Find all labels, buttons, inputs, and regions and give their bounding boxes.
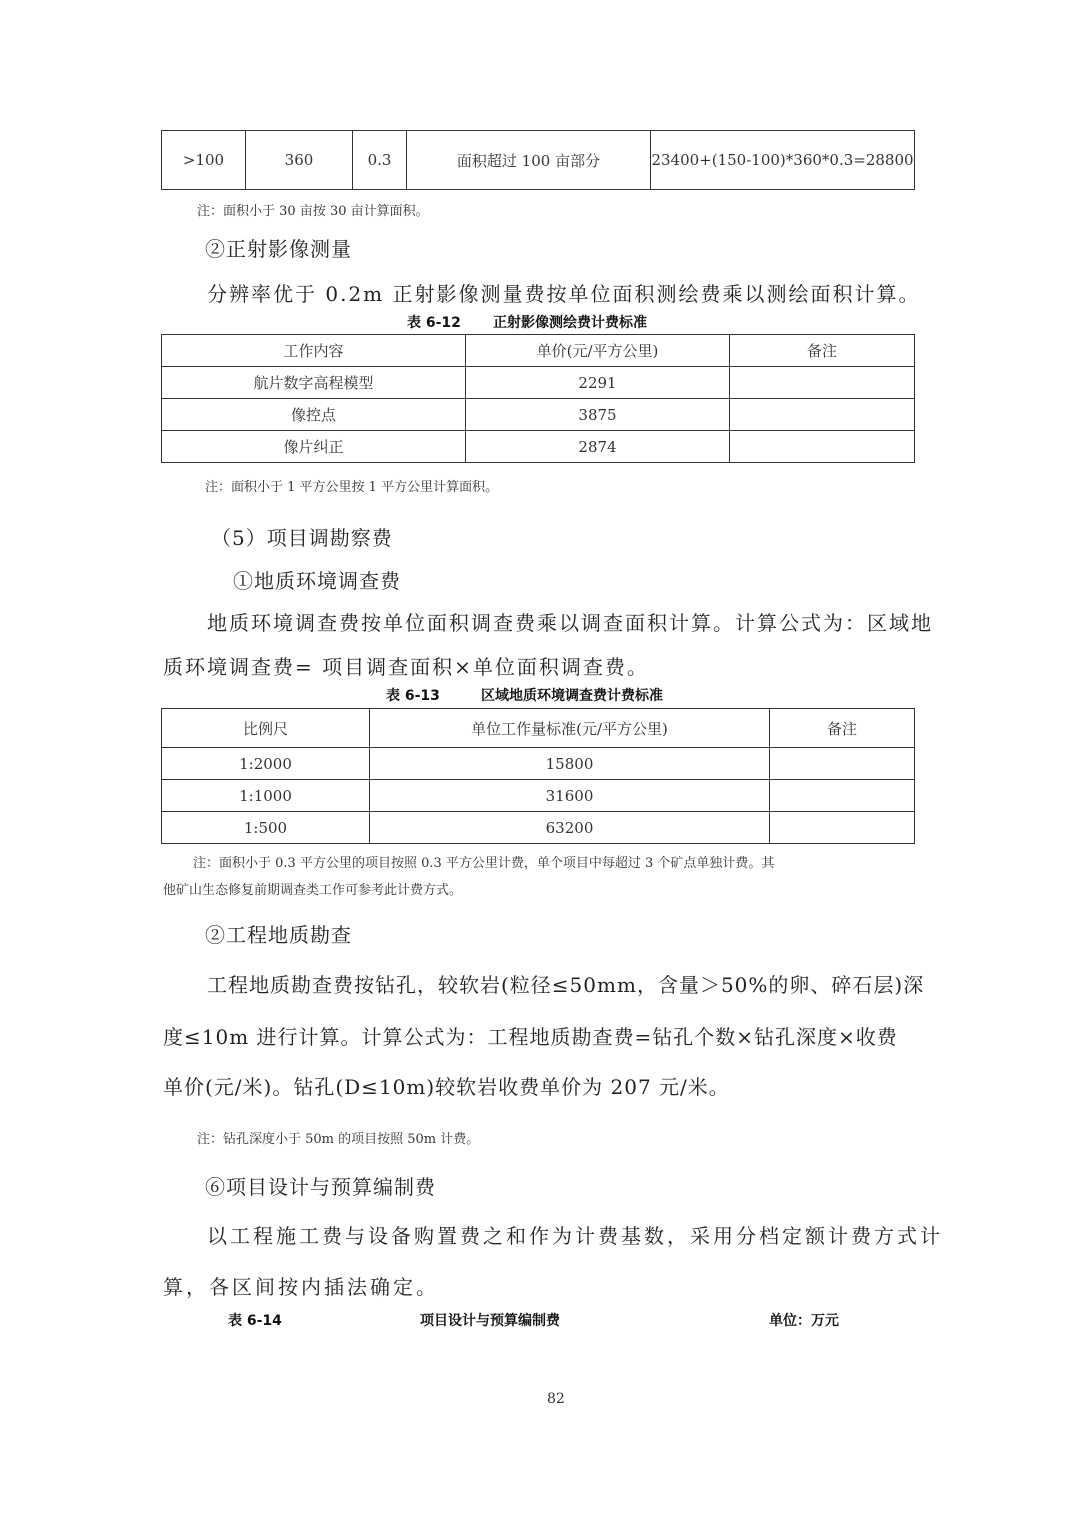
table-cell: 360 [246, 131, 353, 190]
table-row [162, 748, 915, 780]
table-row [162, 431, 915, 463]
paragraph-line: 单价(元/米)。钻孔(D≤10m)较软岩收费单价为 207 元/米。 [163, 1075, 730, 1099]
caption-title: 区域地质环境调查费计费标准 [481, 688, 663, 704]
table-row [162, 367, 915, 399]
table-cell: >100 [162, 131, 246, 190]
table-cell: 0.3 [353, 131, 407, 190]
table-6-12 [161, 334, 915, 463]
table-note-line: 注：面积小于 0.3 平方公里的项目按照 0.3 平方公里计费，单个项目中每超过 3 个矿点单独计费。其 [193, 856, 775, 871]
para-ortho: 分辨率优于 0.2m 正射影像测量费按单位面积测绘费乘以测绘面积计算。 [207, 282, 921, 306]
table-row [162, 812, 915, 844]
table-cell: 1:500 [162, 812, 370, 844]
table-row [162, 780, 915, 812]
section-heading: （5）项目调勘察费 [211, 526, 393, 550]
area-note: 注：面积小于 30 亩按 30 亩计算面积。 [197, 204, 429, 219]
table-cell: 31600 [370, 780, 770, 812]
table-cell: 面积超过 100 亩部分 [407, 131, 651, 190]
caption-number: 表 6-14 [228, 1313, 282, 1329]
caption-title: 正射影像测绘费计费标准 [493, 315, 647, 331]
column-header: 单位工作量标准(元/平方公里) [370, 709, 770, 748]
table-cell: 航片数字高程模型 [162, 367, 466, 399]
heading-geo: ②工程地质勘查 [205, 923, 352, 947]
table-note-line: 他矿山生态修复前期调查类工作可参考此计费方式。 [163, 883, 463, 898]
table-cell [730, 431, 915, 463]
column-header: 单价(元/平方公里) [466, 335, 730, 367]
paragraph-line: 地质环境调查费按单位面积调查费乘以调查面积计算。计算公式为：区域地 [207, 611, 933, 635]
table-6-13 [161, 708, 915, 844]
paragraph-line: 质环境调查费= 项目调查面积×单位面积调查费。 [163, 655, 649, 679]
table-cell: 2291 [466, 367, 730, 399]
table-cell: 像片纠正 [162, 431, 466, 463]
caption-number: 表 6-13 [386, 688, 440, 704]
table-cell [730, 367, 915, 399]
unit-label: 单位：万元 [769, 1313, 839, 1329]
table-cell: 3875 [466, 399, 730, 431]
caption-number: 表 6-12 [407, 315, 461, 331]
table-cell: 1:1000 [162, 780, 370, 812]
paragraph-line: 度≤10m 进行计算。计算公式为：工程地质勘查费=钻孔个数×钻孔深度×收费 [163, 1025, 898, 1049]
caption-title: 项目设计与预算编制费 [420, 1313, 560, 1329]
column-header: 备注 [730, 335, 915, 367]
table-cell: 15800 [370, 748, 770, 780]
paragraph-line: 算，各区间按内插法确定。 [163, 1275, 439, 1299]
geo-note: 注：钻孔深度小于 50m 的项目按照 50m 计费。 [197, 1132, 480, 1147]
table-header-row [162, 335, 915, 367]
paragraph-line: 以工程施工费与设备购置费之和作为计费基数，采用分档定额计费方式计 [207, 1224, 943, 1248]
table-header-row [162, 709, 915, 748]
table-cell: 23400+(150-100)*360*0.3=28800 [651, 131, 915, 190]
page-number: 82 [547, 1391, 565, 1407]
table-cell: 1:2000 [162, 748, 370, 780]
table-cell: 63200 [370, 812, 770, 844]
table-cell [770, 812, 915, 844]
paragraph-line: 工程地质勘查费按钻孔，较软岩(粒径≤50mm，含量＞50%的卵、碎石层)深 [207, 973, 925, 997]
column-header: 工作内容 [162, 335, 466, 367]
top-fee-table [161, 130, 915, 190]
table-cell [770, 780, 915, 812]
column-header: 备注 [770, 709, 915, 748]
column-header: 比例尺 [162, 709, 370, 748]
table-cell [730, 399, 915, 431]
sub-heading: ①地质环境调查费 [233, 569, 401, 593]
table-cell: 像控点 [162, 399, 466, 431]
heading-ortho: ②正射影像测量 [205, 237, 352, 261]
table-row [162, 399, 915, 431]
table-note: 注：面积小于 1 平方公里按 1 平方公里计算面积。 [205, 480, 499, 495]
table-row [162, 131, 915, 190]
heading-design: ⑥项目设计与预算编制费 [205, 1175, 436, 1199]
table-cell [770, 748, 915, 780]
table-cell: 2874 [466, 431, 730, 463]
